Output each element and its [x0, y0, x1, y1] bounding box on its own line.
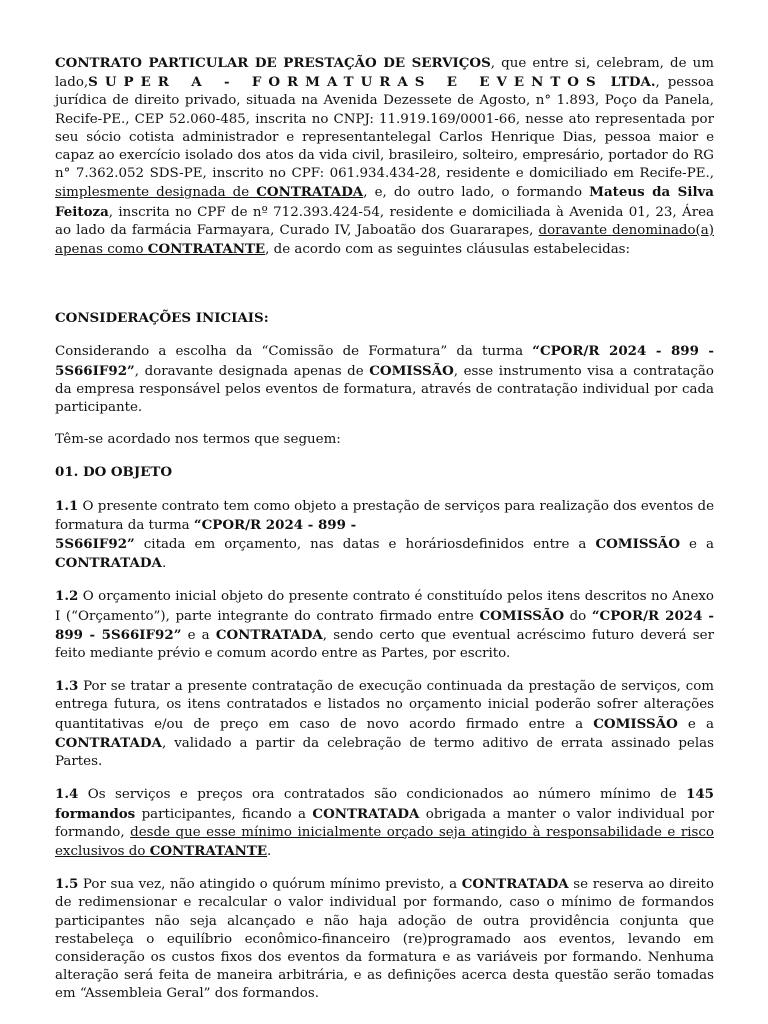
intro-paragraph: CONTRATO PARTICULAR DE PRESTAÇÃO DE SERVIÇOS, que entre si, celebram, de um lado,SUPER A - FORMATURAS E EVENTOS LTDA., pessoa jurídica de direito privado, situada na Avenida Dezessete de Agosto, n° 1.893, Poço da Panela, Recife-PE., CEP 52.060-485, inscrita no CNPJ: 11.919.169/0001-66, nesse ato representada por seu sócio cotista administrador e representantelegal Carlos Henrique Dias, pessoa maior e capaz ao exercício isolado dos atos da vida civil, brasileiro, solteiro, empresário, portador do RG n° 7.362.052 SDS-PE, inscrito no CPF: 061.934.434-28, residente e domiciliado em Recife-PE., simplesmente designada de CONTRATADA, e, do outro lado, o formando Mateus da Silva Feitoza, inscrita no CPF de nº 712.393.424-54, residente e domiciliada à Avenida 01, 23, Área ao lado da farmácia Farmayara, Curado IV, Jaboatão dos Guararapes, doravante denominado(a) apenas como CONTRATANTE, de acordo com as seguintes cláusulas estabelecidas: [55, 55, 715, 258]
clause-1-1: 1.1 O presente contrato tem como objeto a prestação de serviços para realização dos eventos de formatura da turma “CPOR/R 2024 - 899 - 5S66IF92” citada em orçamento, nas datas e horáriosdefinidos entre a COMISSÃO e a CONTRATADA. [55, 497, 715, 572]
clause-1-2: 1.2 O orçamento inicial objeto do presente contrato é constituído pelos itens descritos no Anexo I (“Orçamento”), parte integrante do contrato firmado entre COMISSÃO do “CPOR/R 2024 - 899 - 5S66IF92” e a CONTRATADA, sendo certo que eventual acréscimo futuro deverá ser feito mediante prévio e comum acordo entre as Partes, por escrito. [55, 588, 715, 662]
clause-1-4: 1.4 Os serviços e preços ora contratados são condicionados ao número mínimo de 145 formandos participantes, ficando a CONTRATADA obrigada a manter o valor individual por formando, desde que esse mínimo inicialmente orçado seja atingido à responsabilidade e risco exclusivos do CONTRATANTE. [55, 786, 714, 859]
agreement-sentence: Têm-se acordado nos termos que seguem: [55, 432, 341, 448]
considerations-paragraph: Considerando a escolha da “Comissão de Formatura” da turma “CPOR/R 2024 - 899 - 5S66IF92”, doravante designada apenas de COMISSÃO, esse instrumento visa a contratação da empresa responsável pelos eventos de formatura, através de contratação individual por cada participante. [55, 343, 714, 416]
student-name: Mateus da Silva Feitoza [55, 184, 714, 220]
contract-title: CONTRATO PARTICULAR DE PRESTAÇÃO DE SERVIÇOS [55, 55, 491, 71]
contract-document [55, 54, 714, 1004]
clause-1-5: 1.5 Por sua vez, não atingido o quórum mínimo previsto, a CONTRATADA se reserva ao direito de redimensionar e recalcular o valor individual por formando, caso o mínimo de formandos participantes não seja alcançado e não haja adoção de outra providência conjunta que restabeleça o equilíbrio econômico-financeiro (re)programado aos eventos, levando em consideração os custos fixos dos eventos da formatura e as variáveis por formando. Nenhuma alteração será feita de maneira arbitrária, e as definições acerca desta questão serão tomadas em “Assembleia Geral” dos formandos. [55, 876, 714, 1002]
section-heading-objeto: 01. DO OBJETO [55, 464, 173, 481]
clause-1-3: 1.3 Por se tratar a presente contratação de execução continuada da prestação de serviços, com entrega futura, os itens contratados e listados no orçamento inicial poderão sofrer alterações quantitativas e/ou de preço em caso de novo acordo firmado entre a COMISSÃO e a CONTRATADA, validado a partir da celebração de termo aditivo de errata assinado pelas Partes. [55, 678, 714, 770]
considerations-heading: CONSIDERAÇÕES INICIAIS: [55, 310, 269, 327]
company-name: SUPER A - FORMATURAS E EVENTOS [88, 74, 603, 91]
